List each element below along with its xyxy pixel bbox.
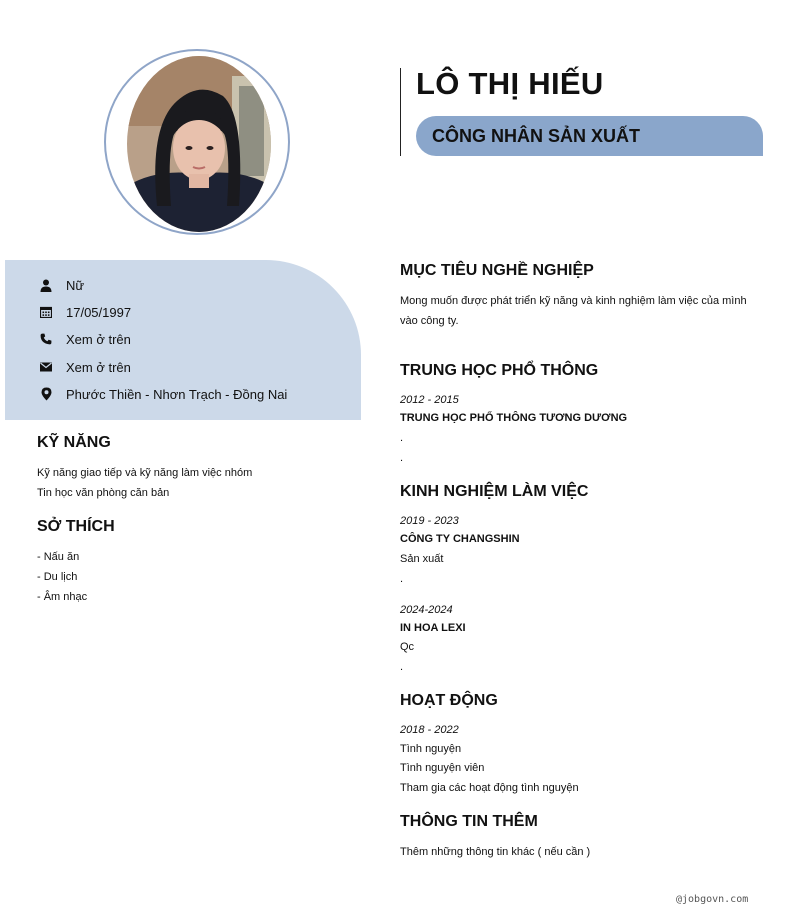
hobby-item: - Du lịch <box>37 571 78 583</box>
education-detail: . <box>400 452 404 464</box>
email-value: Xem ở trên <box>66 359 131 375</box>
header-divider <box>400 68 401 156</box>
birthday-value: 17/05/1997 <box>66 304 132 320</box>
gender-value: Nữ <box>66 277 85 293</box>
education-heading: TRUNG HỌC PHỔ THÔNG <box>400 362 599 379</box>
job-role: Sản xuất <box>400 553 444 565</box>
address-row <box>40 384 287 404</box>
hobby-item: - Âm nhạc <box>37 591 88 603</box>
education-school: TRUNG HỌC PHỔ THÔNG TƯƠNG DƯƠNG <box>400 412 628 424</box>
objective-heading: MỤC TIÊU NGHỀ NGHIỆP <box>400 262 594 279</box>
skills-heading: KỸ NĂNG <box>37 434 111 451</box>
job-title: CÔNG NHÂN SẢN XUẤT <box>416 116 763 156</box>
watermark: @jobgovn.com <box>676 894 749 905</box>
user-icon <box>40 278 52 292</box>
gender-row <box>40 275 84 295</box>
mail-icon <box>40 360 52 374</box>
calendar-icon <box>40 305 52 319</box>
job-company: IN HOA LEXI <box>400 622 466 634</box>
job-company: CÔNG TY CHANGSHIN <box>400 533 520 545</box>
phone-row <box>40 329 131 349</box>
education-detail: . <box>400 432 404 444</box>
birthday-row <box>40 302 131 322</box>
address-value: Phước Thiền - Nhơn Trạch - Đồng Nai <box>66 386 288 402</box>
extra-info-text: Thêm những thông tin khác ( nếu cần ) <box>400 846 591 858</box>
job-role: Qc <box>400 641 415 653</box>
job-period: 2024-2024 <box>400 604 453 616</box>
phone-icon <box>40 332 52 346</box>
job-period: 2019 - 2023 <box>400 515 459 527</box>
job-note: . <box>400 661 404 673</box>
education-period: 2012 - 2015 <box>400 394 459 406</box>
activity-org: Tình nguyện <box>400 743 462 755</box>
phone-value: Xem ở trên <box>66 331 131 347</box>
activity-period: 2018 - 2022 <box>400 724 459 736</box>
avatar <box>127 56 271 232</box>
job-note: . <box>400 573 404 585</box>
extra-info-heading: THÔNG TIN THÊM <box>400 813 538 830</box>
candidate-name: LÔ THỊ HIẾU <box>416 66 604 101</box>
experience-heading: KINH NGHIỆM LÀM VIỆC <box>400 483 589 500</box>
objective-text-line: vào công ty. <box>400 315 459 327</box>
activity-role: Tình nguyện viên <box>400 762 485 774</box>
email-row <box>40 357 131 377</box>
hobby-item: - Nấu ăn <box>37 551 80 563</box>
location-icon <box>40 387 52 401</box>
activities-heading: HOẠT ĐỘNG <box>400 692 498 709</box>
objective-text-line: Mong muốn được phát triển kỹ năng và kinh nghiệm làm việc của mình <box>400 295 747 307</box>
contact-panel <box>5 260 361 420</box>
skill-item: Tin học văn phòng căn bản <box>37 487 170 499</box>
skill-item: Kỹ năng giao tiếp và kỹ năng làm việc nhóm <box>37 467 253 479</box>
hobbies-heading: SỞ THÍCH <box>37 518 115 535</box>
activity-desc: Tham gia các hoạt động tình nguyện <box>400 782 579 794</box>
